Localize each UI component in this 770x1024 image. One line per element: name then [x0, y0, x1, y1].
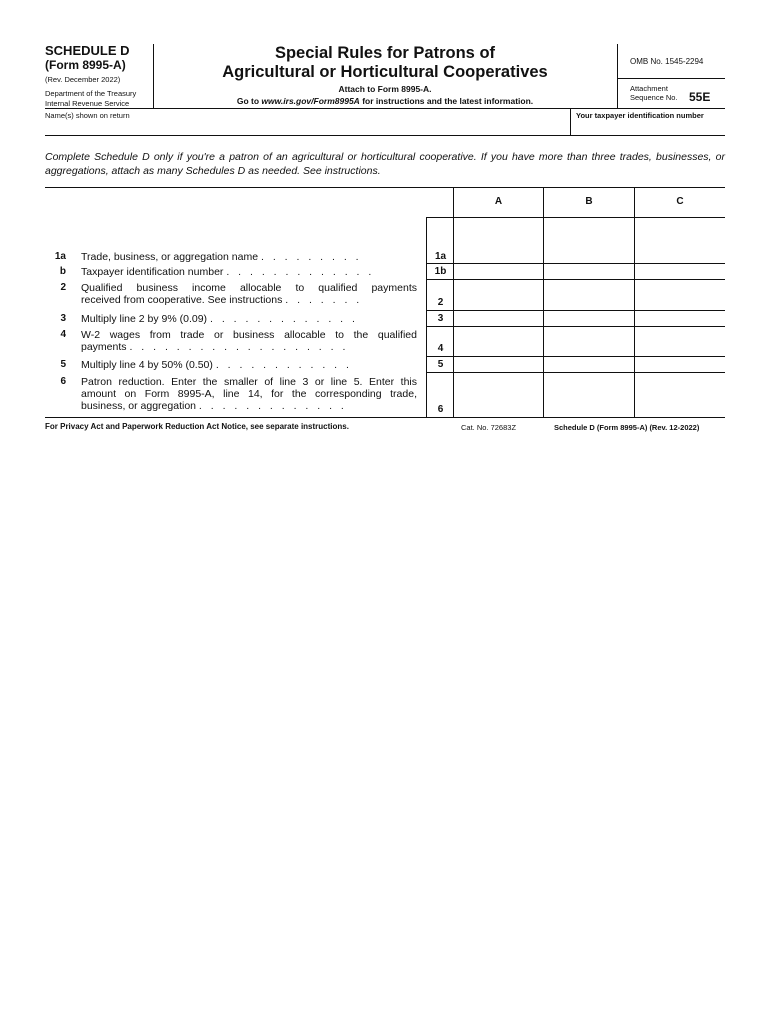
- line-description: W-2 wages from trade or business allocable to the qualified payments . . . . . . . . . . . . . . . . . . .: [81, 329, 417, 353]
- form-number: (Form 8995-A): [45, 58, 126, 72]
- form-reference: Schedule D (Form 8995-A) (Rev. 12-2022): [554, 423, 700, 432]
- cell-1a-b[interactable]: [544, 218, 634, 263]
- line-box-label: 5: [437, 359, 444, 370]
- cell-5-b[interactable]: [544, 357, 634, 372]
- line-number: 6: [60, 376, 66, 387]
- revision-date: (Rev. December 2022): [45, 75, 121, 84]
- form-identifier: [45, 44, 153, 108]
- cell-4-c[interactable]: [635, 327, 725, 356]
- irs-url-link[interactable]: www.irs.gov/Form8995A: [261, 96, 360, 106]
- cell-1b-a[interactable]: [454, 264, 543, 279]
- catalog-number: Cat. No. 72683Z: [461, 423, 517, 432]
- line-box-label: 1b: [434, 266, 447, 277]
- omb-divider: [617, 78, 725, 79]
- table-top-rule: [45, 187, 725, 188]
- cell-2-c[interactable]: [635, 280, 725, 310]
- column-header-a: A: [494, 196, 503, 207]
- instructions-link-line: Go to www.irs.gov/Form8995A for instructions and the latest information.: [236, 96, 534, 106]
- cell-5-a[interactable]: [454, 357, 543, 372]
- line-number: b: [59, 266, 66, 277]
- cell-5-c[interactable]: [635, 357, 725, 372]
- table-bottom-rule: [45, 417, 725, 418]
- line-number: 1a: [54, 251, 66, 262]
- cell-6-c[interactable]: [635, 373, 725, 417]
- cell-2-a[interactable]: [454, 280, 543, 310]
- intro-text: Complete Schedule D only if you're a patron of an agricultural or horticultural cooperative. If you have more than three trades, businesses, or aggregations, attach as many Schedules D as needed. See instructions.: [45, 151, 725, 177]
- cell-2-b[interactable]: [544, 280, 634, 310]
- line-box-label: 4: [437, 343, 444, 354]
- schedule-title: SCHEDULE D: [45, 43, 130, 58]
- line-box-label: 2: [437, 297, 444, 308]
- cell-1a-c[interactable]: [635, 218, 725, 263]
- tin-divider: [570, 108, 571, 135]
- line-description: Trade, business, or aggregation name . . . . . . . . .: [81, 251, 362, 263]
- line-box-label: 3: [437, 313, 444, 324]
- privacy-notice: For Privacy Act and Paperwork Reduction Act Notice, see separate instructions.: [45, 422, 349, 431]
- line-box-label: 1a: [434, 251, 447, 262]
- line-number: 4: [60, 329, 66, 340]
- name-row-bottom-rule: [45, 135, 725, 136]
- line-number: 3: [60, 313, 66, 324]
- line-description: Qualified business income allocable to qualified payments received from cooperative. See instructions . . . . . . .: [81, 282, 417, 306]
- cell-1b-b[interactable]: [544, 264, 634, 279]
- line-number: 5: [60, 359, 66, 370]
- header-divider-right: [617, 44, 618, 109]
- tin-input[interactable]: [572, 121, 724, 133]
- cell-6-b[interactable]: [544, 373, 634, 417]
- line-number: 2: [60, 282, 66, 293]
- cell-1b-c[interactable]: [635, 264, 725, 279]
- cell-3-b[interactable]: [544, 311, 634, 326]
- sequence-number: 55E: [689, 90, 711, 104]
- department: Department of the Treasury Internal Revenue Service: [45, 89, 137, 108]
- line-description: Patron reduction. Enter the smaller of line 3 or line 5. Enter this amount on Form 8995-A, line 14, for the corresponding trade, business, or aggregation . . . . . . . . . . . . .: [81, 376, 417, 412]
- cell-4-a[interactable]: [454, 327, 543, 356]
- line-box-label: 6: [437, 404, 444, 415]
- column-header-b: B: [585, 196, 593, 207]
- line-description: Multiply line 4 by 50% (0.50) . . . . . . . . . . . .: [81, 359, 352, 371]
- cell-4-b[interactable]: [544, 327, 634, 356]
- header-bottom-rule: [45, 108, 725, 109]
- line-description: Taxpayer identification number . . . . . . . . . . . . .: [81, 266, 375, 278]
- form-title: Special Rules for Patrons of Agricultural or Horticultural Cooperatives: [222, 44, 548, 81]
- omb-number: OMB No. 1545-2294: [630, 57, 704, 66]
- attachment-sequence-label: Attachment Sequence No.: [630, 84, 678, 102]
- column-header-c: C: [676, 196, 684, 207]
- attach-instruction: Attach to Form 8995-A.: [338, 84, 432, 94]
- names-label: Name(s) shown on return: [45, 111, 130, 120]
- line-description: Multiply line 2 by 9% (0.09) . . . . . . . . . . . . .: [81, 313, 358, 325]
- cell-3-a[interactable]: [454, 311, 543, 326]
- cell-3-c[interactable]: [635, 311, 725, 326]
- cell-6-a[interactable]: [454, 373, 543, 417]
- cell-1a-a[interactable]: [454, 218, 543, 263]
- tin-label: Your taxpayer identification number: [576, 111, 704, 120]
- names-input[interactable]: [45, 120, 569, 132]
